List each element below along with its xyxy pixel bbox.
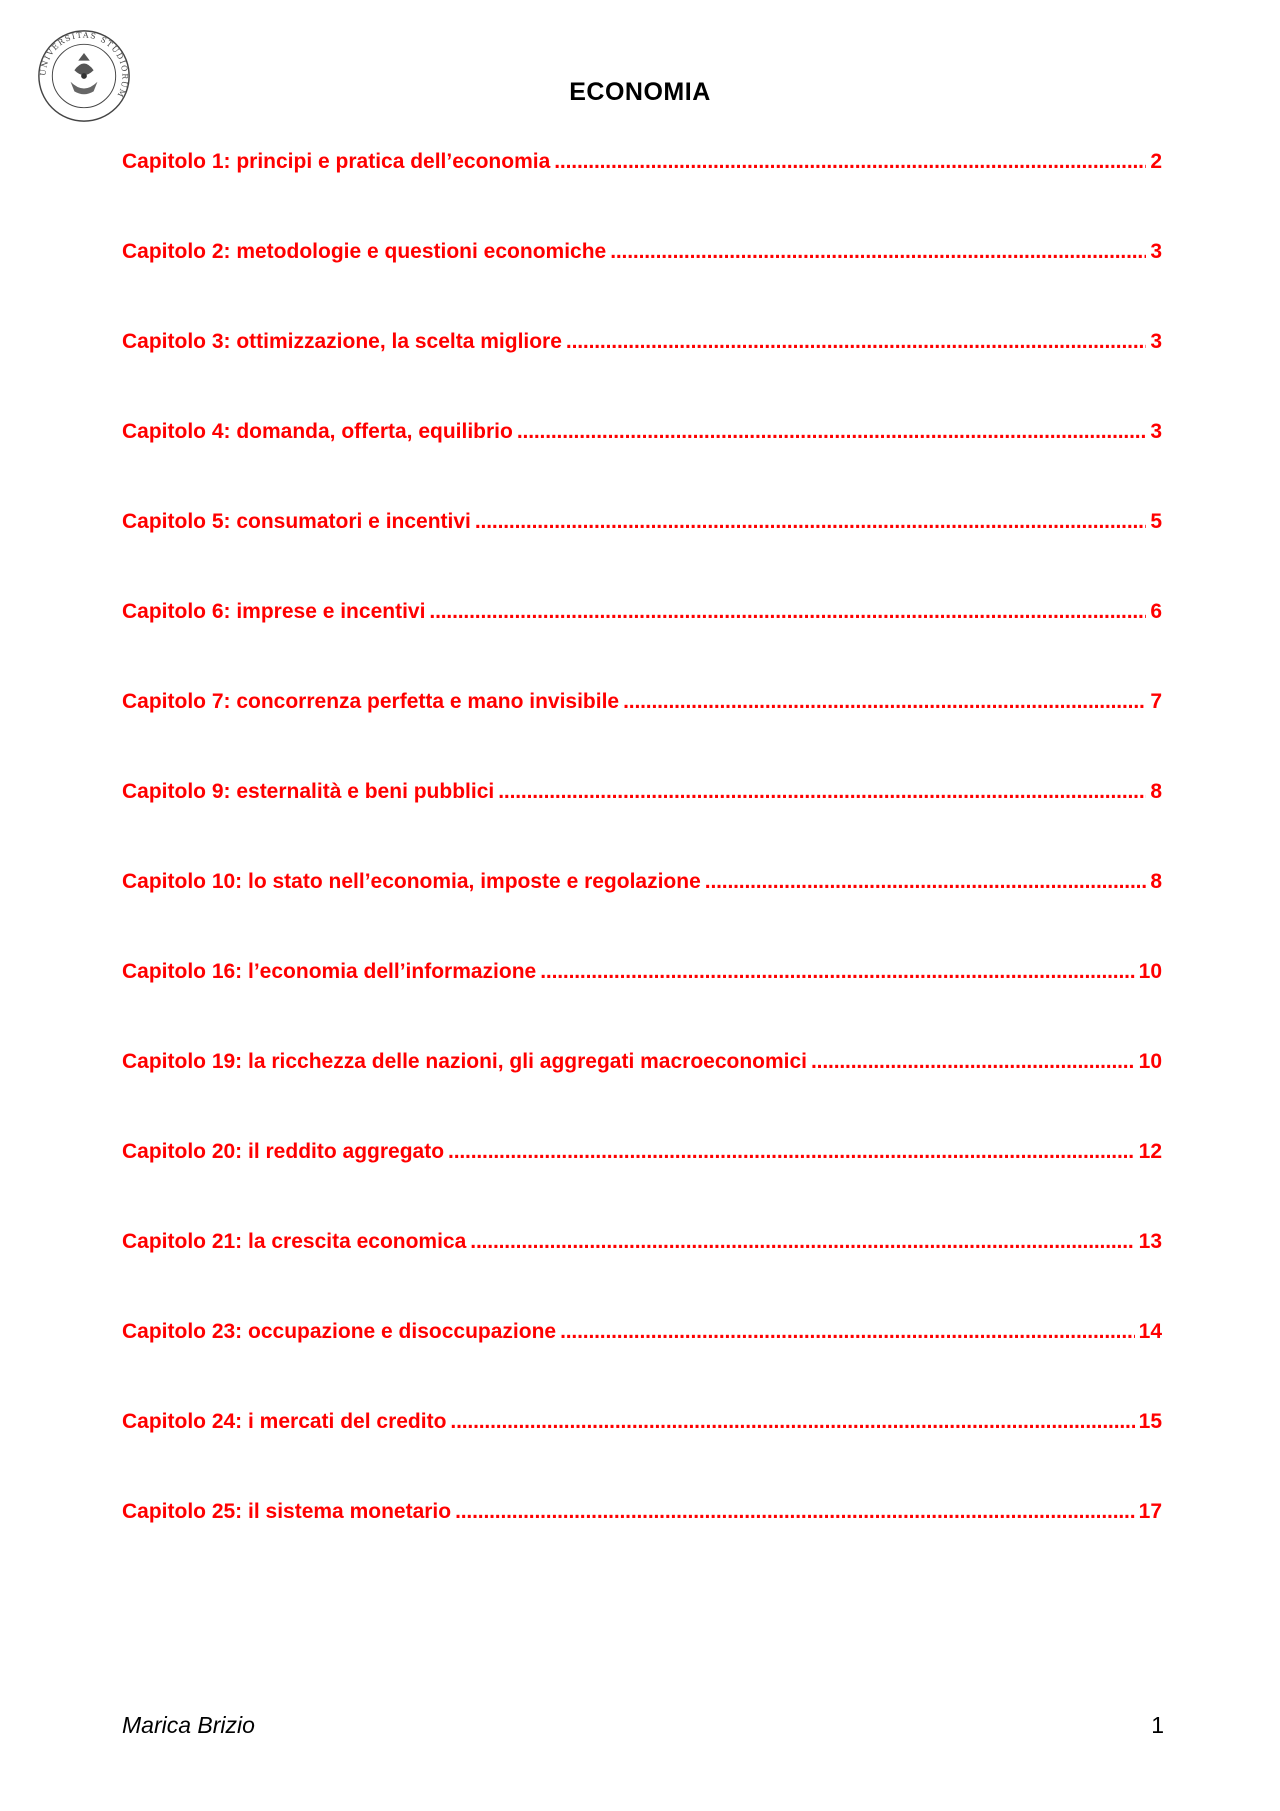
toc-entry[interactable] <box>122 1050 1162 1140</box>
toc-entry-label: Capitolo 3: ottimizzazione, la scelta migliore <box>122 330 562 353</box>
toc-entry-page: 10 <box>1138 960 1162 983</box>
toc-entry-page: 12 <box>1138 1140 1162 1163</box>
toc-entry[interactable] <box>122 420 1162 510</box>
toc-entry-page: 8 <box>1150 870 1162 893</box>
toc-entry-label: Capitolo 19: la ricchezza delle nazioni, gli aggregati macroeconomici <box>122 1050 808 1073</box>
toc-entry[interactable] <box>122 1320 1162 1410</box>
toc-dot-leader <box>623 690 1146 714</box>
toc-entry-label: Capitolo 9: esternalità e beni pubblici <box>122 780 495 803</box>
toc-dot-leader <box>610 240 1146 264</box>
toc-entry-page: 3 <box>1150 240 1162 263</box>
toc-entry-page: 7 <box>1150 690 1162 713</box>
toc-entry-page: 5 <box>1150 510 1162 533</box>
toc-entry-page: 3 <box>1150 420 1162 443</box>
toc-entry-page: 10 <box>1138 1050 1162 1073</box>
toc-entry[interactable] <box>122 1410 1162 1500</box>
toc-dot-leader <box>566 330 1146 354</box>
toc-dot-leader <box>475 510 1146 534</box>
toc-dot-leader <box>811 1050 1135 1074</box>
toc-dot-leader <box>560 1320 1135 1344</box>
toc-entry-page: 2 <box>1150 150 1162 173</box>
toc-dot-leader <box>705 870 1147 894</box>
toc-entry[interactable] <box>122 690 1162 780</box>
university-seal-icon <box>36 28 132 124</box>
toc-entry[interactable] <box>122 510 1162 600</box>
toc-entry[interactable] <box>122 780 1162 870</box>
toc-dot-leader <box>554 150 1146 174</box>
toc-entry[interactable] <box>122 150 1162 240</box>
toc-entry[interactable] <box>122 1230 1162 1320</box>
toc-entry-page: 14 <box>1138 1320 1162 1343</box>
toc-entry-page: 13 <box>1138 1230 1162 1253</box>
table-of-contents <box>122 150 1162 1590</box>
toc-entry[interactable] <box>122 330 1162 420</box>
toc-entry-label: Capitolo 1: principi e pratica dell’economia <box>122 150 551 173</box>
toc-entry-page: 6 <box>1150 600 1162 623</box>
toc-entry[interactable] <box>122 1140 1162 1230</box>
toc-entry-label: Capitolo 20: il reddito aggregato <box>122 1140 445 1163</box>
toc-entry-page: 15 <box>1138 1410 1162 1433</box>
toc-entry-label: Capitolo 16: l’economia dell’informazione <box>122 960 537 983</box>
toc-entry-page: 8 <box>1150 780 1162 803</box>
toc-dot-leader <box>540 960 1134 984</box>
toc-entry-page: 3 <box>1150 330 1162 353</box>
toc-entry-page: 17 <box>1138 1500 1162 1523</box>
toc-entry[interactable] <box>122 1500 1162 1590</box>
toc-entry-label: Capitolo 7: concorrenza perfetta e mano invisibile <box>122 690 620 713</box>
toc-dot-leader <box>470 1230 1134 1254</box>
toc-dot-leader <box>455 1500 1135 1524</box>
toc-entry-label: Capitolo 23: occupazione e disoccupazione <box>122 1320 557 1343</box>
toc-entry-label: Capitolo 5: consumatori e incentivi <box>122 510 471 533</box>
toc-entry-label: Capitolo 2: metodologie e questioni economiche <box>122 240 607 263</box>
toc-dot-leader <box>498 780 1146 804</box>
toc-entry-label: Capitolo 24: i mercati del credito <box>122 1410 447 1433</box>
toc-entry-label: Capitolo 6: imprese e incentivi <box>122 600 426 623</box>
seal-lettering: UNIVERSITAS STUDIORUM <box>38 30 130 100</box>
toc-entry-label: Capitolo 21: la crescita economica <box>122 1230 467 1253</box>
toc-entry[interactable] <box>122 600 1162 690</box>
toc-entry[interactable] <box>122 870 1162 960</box>
toc-dot-leader <box>448 1140 1135 1164</box>
toc-dot-leader <box>450 1410 1134 1434</box>
toc-entry-label: Capitolo 10: lo stato nell’economia, imposte e regolazione <box>122 870 701 893</box>
footer-page-number: 1 <box>1151 1712 1164 1738</box>
toc-entry[interactable] <box>122 960 1162 1050</box>
toc-entry[interactable] <box>122 240 1162 330</box>
toc-entry-label: Capitolo 25: il sistema monetario <box>122 1500 452 1523</box>
footer-author: Marica Brizio <box>122 1712 255 1738</box>
toc-dot-leader <box>517 420 1146 444</box>
toc-entry-label: Capitolo 4: domanda, offerta, equilibrio <box>122 420 513 443</box>
document-title: ECONOMIA <box>569 78 711 106</box>
toc-dot-leader <box>429 600 1146 624</box>
